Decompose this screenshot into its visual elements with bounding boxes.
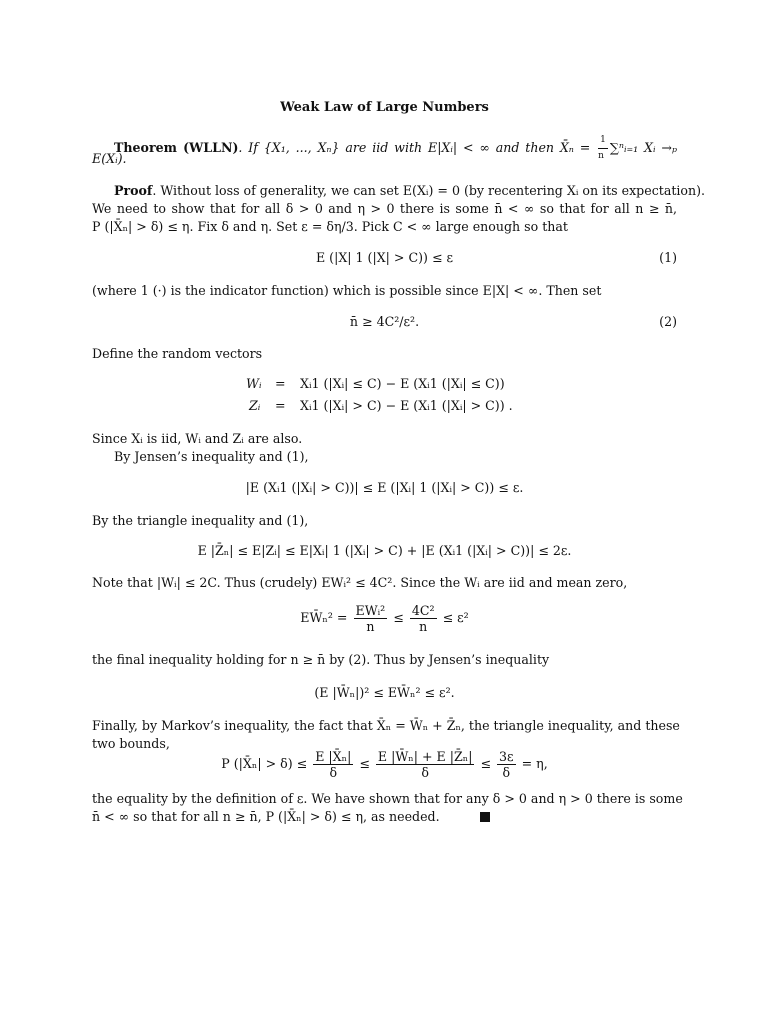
proof-line-11: Finally, by Markov’s inequality, the fact that X̄ₙ = W̄ₙ + Z̄ₙ, the triangle inequality, and these (92, 718, 680, 733)
eq5-f2-num: 4C² (411, 603, 435, 618)
eq7-fraction-1 (313, 749, 353, 780)
proof-line-13: the equality by the definition of ε. We have shown that for any δ > 0 and η > 0 there is some (92, 791, 683, 806)
proof-line-10: the final inequality holding for n ≥ n̄ by (2). Thus by Jensen’s inequality (92, 652, 550, 667)
eq7-f2-num: E |W̄ₙ| + E |Z̄ₙ| (377, 749, 473, 764)
eq7-end: = η, (521, 756, 548, 771)
w-eq-sign: = (275, 376, 286, 391)
proof-line-12: two bounds, (92, 736, 170, 751)
z-eq-sign: = (275, 398, 286, 413)
theorem-frac-den: n (598, 151, 604, 161)
eq5-f2-den: n (419, 619, 428, 634)
z-rhs: Xᵢ1 (|Xᵢ| > C) − E (Xᵢ1 (|Xᵢ| > C)) . (300, 398, 513, 413)
theorem-text: . If {X₁, ..., Xₙ} are iid with E|Xᵢ| < ∞ and then X̄ₙ = (238, 140, 597, 155)
proof-line-9: Note that |Wᵢ| ≤ 2C. Thus (crudely) EWᵢ² ≤ 4C². Since the Wᵢ are iid and mean zero, (92, 575, 628, 590)
proof-line-3: P (|X̄ₙ| > δ) ≤ η. Fix δ and η. Set ε = δη/3. Pick C < ∞ large enough so that (92, 219, 568, 234)
proof-line-8: By the triangle inequality and (1), (92, 513, 309, 528)
theorem-frac-num: 1 (598, 133, 608, 149)
equation-6: (E |W̄ₙ|)² ≤ EW̄ₙ² ≤ ε². (314, 685, 455, 700)
eq7-fraction-3 (497, 749, 516, 780)
eq5-fraction-2 (410, 603, 437, 634)
proof-line-14 (92, 809, 677, 825)
equation-2-number: (2) (659, 314, 677, 329)
equation-2: n̄ ≥ 4C²/ε². (349, 314, 420, 329)
proof-text-1: . Without loss of generality, we can set E(Xᵢ) = 0 (by recentering Xᵢ on its expectation). (152, 183, 706, 198)
eq7-le-1: ≤ (359, 756, 370, 771)
eq5-le: ≤ (393, 610, 404, 625)
w-lhs: Wᵢ (246, 376, 262, 391)
eq5-lhs: EW̄ₙ² = (300, 610, 348, 625)
theorem-line-2: E(Xᵢ). (92, 151, 127, 166)
equation-5 (92, 602, 677, 634)
eq7-lhs: P (|X̄ₙ| > δ) ≤ (221, 756, 308, 771)
z-lhs: Zᵢ (249, 398, 261, 413)
eq7-f3-den: δ (502, 765, 511, 780)
proof-line-6: Since Xᵢ is iid, Wᵢ and Zᵢ are also. (92, 431, 303, 446)
eq7-f1-num: E |X̄ₙ| (315, 749, 352, 764)
theorem-text-end: ∑ⁿᵢ₌₁ Xᵢ →ₚ (609, 140, 677, 155)
qed-square-icon (480, 812, 490, 822)
page-title: Weak Law of Large Numbers (280, 100, 489, 115)
proof-line-4: (where 1 (·) is the indicator function) which is possible since E|X| < ∞. Then set (92, 283, 602, 298)
equation-1: E (|X| 1 (|X| > C)) ≤ ε (315, 250, 454, 265)
eq7-f2-den: δ (421, 765, 429, 780)
eq7-f3-num: 3ε (499, 749, 514, 764)
proof-label: Proof (114, 183, 153, 198)
proof-text-14: n̄ < ∞ so that for all n ≥ n̄, P (|X̄ₙ| > δ) ≤ η, as needed. (92, 809, 440, 824)
proof-line-5: Define the random vectors (92, 346, 263, 361)
theorem-label: Theorem (WLLN) (114, 140, 239, 155)
proof-line-7: By Jensen’s inequality and (1), (114, 449, 309, 464)
eq5-fraction-1 (354, 603, 388, 634)
eq7-le-2: ≤ (480, 756, 492, 771)
eq7-f1-den: δ (329, 765, 338, 780)
equation-4: E |Z̄ₙ| ≤ E|Zᵢ| ≤ E|Xᵢ| 1 (|Xᵢ| > C) + |E (Xᵢ1 (|Xᵢ| > C))| ≤ 2ε. (197, 543, 572, 558)
eq5-f1-num: EWᵢ² (355, 603, 386, 618)
equation-3: |E (Xᵢ1 (|Xᵢ| > C))| ≤ E (|Xᵢ| 1 (|Xᵢ| > C)) ≤ ε. (245, 480, 524, 495)
eq7-fraction-2 (376, 749, 475, 780)
w-rhs: Xᵢ1 (|Xᵢ| ≤ C) − E (Xᵢ1 (|Xᵢ| ≤ C)) (300, 376, 505, 391)
eq5-f1-den: n (366, 619, 375, 634)
proof-line-2: We need to show that for all δ > 0 and η > 0 there is some n̄ < ∞ so that for all n ≥ n̄, (92, 201, 677, 216)
equation-1-number: (1) (659, 250, 677, 265)
equation-7 (92, 748, 677, 780)
proof-line-1 (92, 183, 706, 199)
eq5-end: ≤ ε² (442, 610, 469, 625)
